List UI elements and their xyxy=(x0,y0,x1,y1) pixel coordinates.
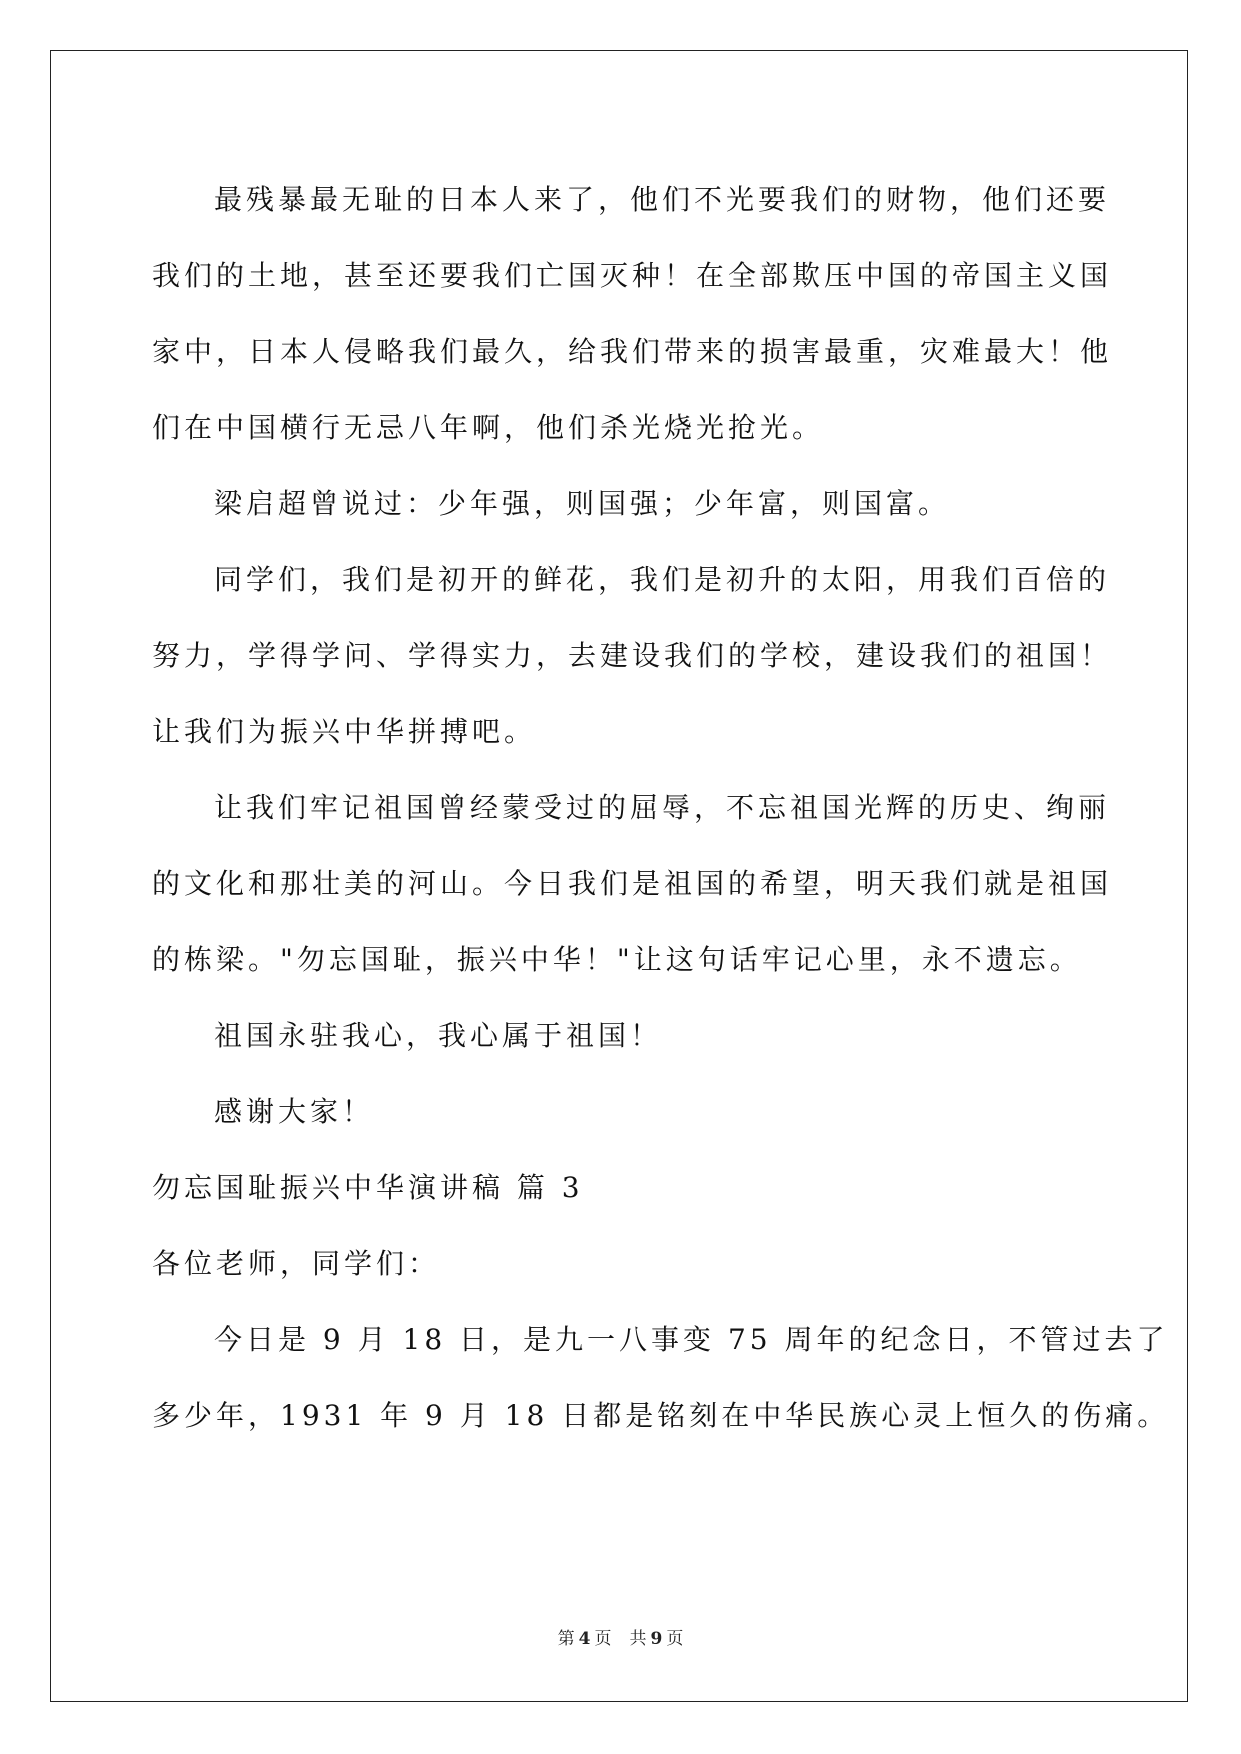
text-line: 让我们为振兴中华拼搏吧。 xyxy=(152,715,537,748)
text-line: 我们的土地，甚至还要我们亡国灭种！在全部欺压中国的帝国主义国 xyxy=(152,259,1113,292)
total-suffix: 页 xyxy=(666,1629,684,1649)
total-prefix: 共 xyxy=(629,1629,647,1649)
text-line: 的栋梁。"勿忘国耻，振兴中华！"让这句话牢记心里，永不遗忘。 xyxy=(152,943,1082,976)
text-line: 家中，日本人侵略我们最久，给我们带来的损害最重，灾难最大！他 xyxy=(152,335,1113,368)
text-line: 最残暴最无耻的日本人来了，他们不光要我们的财物，他们还要 xyxy=(214,183,1111,216)
section-heading: 勿忘国耻振兴中华演讲稿 篇 3 xyxy=(152,1171,584,1204)
text-line: 让我们牢记祖国曾经蒙受过的屈辱，不忘祖国光辉的历史、绚丽 xyxy=(214,791,1111,824)
salutation: 各位老师，同学们： xyxy=(152,1247,441,1280)
page-number: 4 xyxy=(578,1629,591,1649)
text-line: 感谢大家！ xyxy=(214,1095,375,1128)
text-line: 梁启超曾说过：少年强，则国强；少年富，则国富。 xyxy=(214,487,951,520)
page-prefix: 第 xyxy=(557,1629,575,1649)
text-line: 祖国永驻我心，我心属于祖国！ xyxy=(214,1019,663,1052)
document-body xyxy=(152,162,1170,1454)
page-footer xyxy=(0,1624,1241,1649)
text-line: 多少年，1931 年 9 月 18 日都是铭刻在中华民族心灵上恒久的伤痛。 xyxy=(152,1399,1170,1432)
text-line: 努力，学得学问、学得实力，去建设我们的学校，建设我们的祖国！ xyxy=(152,639,1113,672)
text-line: 的文化和那壮美的河山。今日我们是祖国的希望，明天我们就是祖国 xyxy=(152,867,1113,900)
text-line: 同学们，我们是初开的鲜花，我们是初升的太阳，用我们百倍的 xyxy=(214,563,1111,596)
text-line: 们在中国横行无忌八年啊，他们杀光烧光抢光。 xyxy=(152,411,825,444)
total-pages: 9 xyxy=(650,1629,663,1649)
page-suffix: 页 xyxy=(594,1629,612,1649)
text-line: 今日是 9 月 18 日，是九一八事变 75 周年的纪念日，不管过去了 xyxy=(214,1323,1169,1356)
